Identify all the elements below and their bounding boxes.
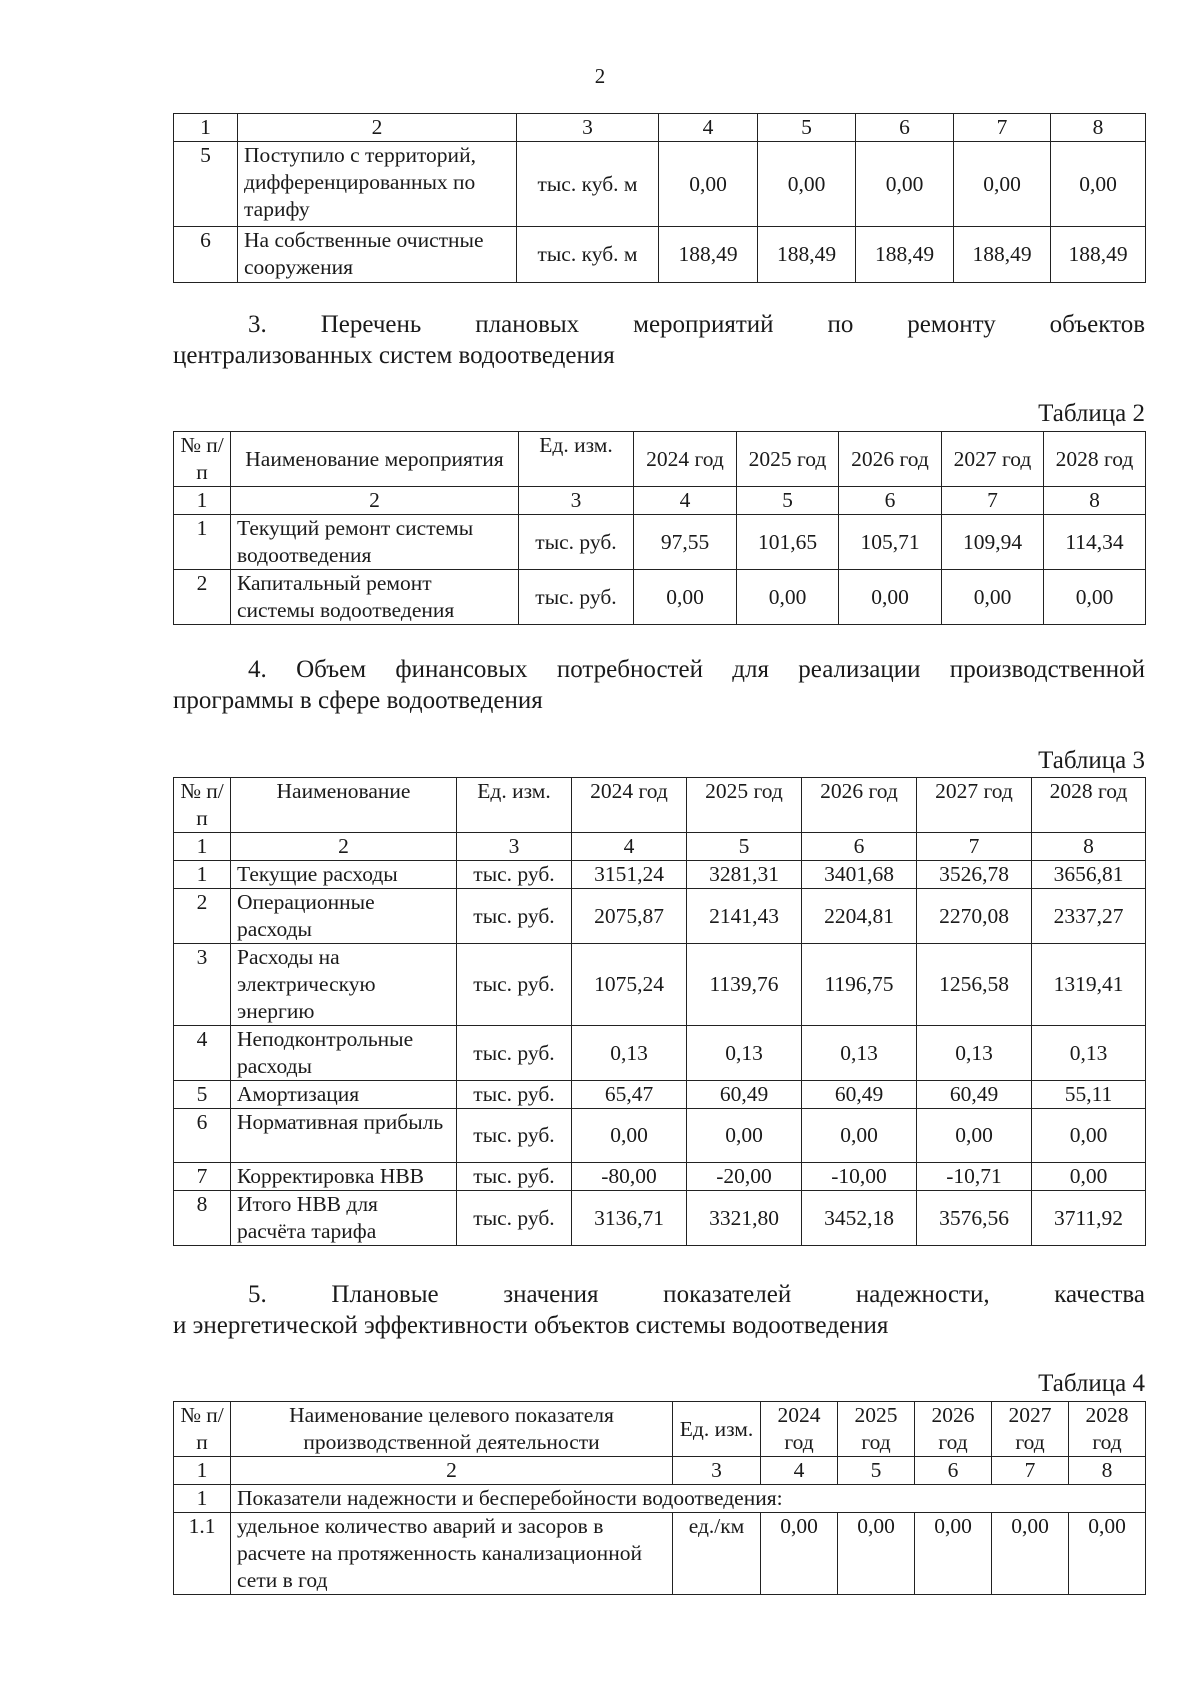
table-cell: 4	[572, 833, 687, 861]
value-cell: 0,00	[838, 1513, 915, 1595]
value-cell: 0,00	[992, 1513, 1069, 1595]
value-cell: 3452,18	[802, 1191, 917, 1246]
value-cell: 0,13	[917, 1026, 1032, 1081]
page-number: 2	[594, 64, 606, 88]
table-2	[173, 431, 1146, 625]
value-cell: 0,13	[802, 1026, 917, 1081]
value-cell: 0,00	[761, 1513, 838, 1595]
row-name: Итого НВВ для расчёта тарифа	[231, 1191, 457, 1246]
group-title: Показатели надежности и бесперебойности водоотведения:	[231, 1485, 1146, 1513]
table-row	[174, 142, 1146, 227]
table-cell: 2	[231, 487, 519, 515]
table-4-index-row	[174, 1457, 1146, 1485]
table-4	[173, 1401, 1146, 1595]
row-name: Неподконтрольные расходы	[231, 1026, 457, 1081]
header-cell: 2026 год	[839, 432, 942, 487]
header-cell: 2028 год	[1044, 432, 1146, 487]
table-row	[174, 1081, 1146, 1109]
row-number: 2	[174, 570, 231, 625]
value-cell: 0,00	[1051, 142, 1146, 227]
value-cell: 2204,81	[802, 889, 917, 944]
value-cell: 188,49	[1051, 227, 1146, 283]
value-cell: 1196,75	[802, 944, 917, 1026]
value-cell: 65,47	[572, 1081, 687, 1109]
table-cell: 2	[238, 114, 517, 142]
value-cell: 60,49	[687, 1081, 802, 1109]
table-row	[174, 1163, 1146, 1191]
row-name: Поступило с территорий, дифференцированных по тарифу	[238, 142, 517, 227]
table-4-header-row	[174, 1402, 1146, 1457]
row-name: Нормативная прибыль	[231, 1109, 457, 1163]
group-number: 1	[174, 1485, 231, 1513]
table-cell: 5	[737, 487, 839, 515]
value-cell: 2141,43	[687, 889, 802, 944]
value-cell: 105,71	[839, 515, 942, 570]
row-unit: ед./км	[673, 1513, 761, 1595]
value-cell: 60,49	[917, 1081, 1032, 1109]
row-unit: тыс. куб. м	[517, 142, 659, 227]
table-cell: 8	[1051, 114, 1146, 142]
value-cell: 1075,24	[572, 944, 687, 1026]
header-cell: 2027 год	[942, 432, 1044, 487]
table-cell: 6	[915, 1457, 992, 1485]
row-unit: тыс. руб.	[457, 1026, 572, 1081]
table-cell: 6	[856, 114, 954, 142]
header-cell: Ед. изм.	[519, 432, 634, 487]
value-cell: 3136,71	[572, 1191, 687, 1246]
value-cell: 2337,27	[1032, 889, 1146, 944]
row-unit: тыс. руб.	[457, 889, 572, 944]
table-cell: 3	[673, 1457, 761, 1485]
table-cell: 4	[659, 114, 758, 142]
row-unit: тыс. руб.	[457, 1109, 572, 1163]
value-cell: 0,13	[687, 1026, 802, 1081]
table-4-group-row	[174, 1485, 1146, 1513]
value-cell: 0,00	[954, 142, 1051, 227]
value-cell: 60,49	[802, 1081, 917, 1109]
value-cell: 1319,41	[1032, 944, 1146, 1026]
value-cell: 0,00	[1032, 1109, 1146, 1163]
row-name: Операционные расходы	[231, 889, 457, 944]
table-row	[174, 570, 1146, 625]
value-cell: 3711,92	[1032, 1191, 1146, 1246]
value-cell: 109,94	[942, 515, 1044, 570]
row-number: 2	[174, 889, 231, 944]
header-cell: 2027 год	[992, 1402, 1069, 1457]
value-cell: 101,65	[737, 515, 839, 570]
table-row	[174, 1026, 1146, 1081]
table-cell: 5	[838, 1457, 915, 1485]
section-4-line-2: программы в сфере водоотведения	[173, 687, 543, 714]
table-cell: 1	[174, 1457, 231, 1485]
table-1	[173, 113, 1146, 283]
value-cell: 1256,58	[917, 944, 1032, 1026]
value-cell: 3576,56	[917, 1191, 1032, 1246]
value-cell: 0,00	[758, 142, 856, 227]
table-1-index-row	[174, 114, 1146, 142]
section-5-heading	[173, 1279, 1145, 1341]
table-cell: 1	[174, 487, 231, 515]
value-cell: -10,71	[917, 1163, 1032, 1191]
row-unit: тыс. руб.	[457, 1191, 572, 1246]
row-unit: тыс. руб.	[457, 1163, 572, 1191]
table-cell: 3	[517, 114, 659, 142]
table-row	[174, 861, 1146, 889]
value-cell: 114,34	[1044, 515, 1146, 570]
header-cell: № п/п	[174, 432, 231, 487]
row-name: Расходы на электрическую энергию	[231, 944, 457, 1026]
value-cell: -10,00	[802, 1163, 917, 1191]
table-row	[174, 944, 1146, 1026]
section-3-line-2: централизованных систем водоотведения	[173, 342, 615, 369]
value-cell: 97,55	[634, 515, 737, 570]
row-unit: тыс. руб.	[519, 570, 634, 625]
row-unit: тыс. руб.	[457, 861, 572, 889]
header-cell: Наименование	[231, 778, 457, 833]
table-cell: 7	[992, 1457, 1069, 1485]
row-name: удельное количество аварий и засоров в расчете на протяженность канализационной сети в год	[231, 1513, 673, 1595]
value-cell: 188,49	[954, 227, 1051, 283]
header-cell: 2027 год	[917, 778, 1032, 833]
value-cell: 2270,08	[917, 889, 1032, 944]
row-name: Амортизация	[231, 1081, 457, 1109]
header-cell: Наименование мероприятия	[231, 432, 519, 487]
row-number: 4	[174, 1026, 231, 1081]
value-cell: -20,00	[687, 1163, 802, 1191]
row-number: 7	[174, 1163, 231, 1191]
header-cell: № п/п	[174, 778, 231, 833]
value-cell: 0,00	[572, 1109, 687, 1163]
row-name: Текущий ремонт системы водоотведения	[231, 515, 519, 570]
table-3-header-row	[174, 778, 1146, 833]
table-row	[174, 1109, 1146, 1163]
header-cell: 2024 год	[761, 1402, 838, 1457]
table-cell: 7	[917, 833, 1032, 861]
header-cell: Ед. изм.	[673, 1402, 761, 1457]
value-cell: 0,00	[1069, 1513, 1146, 1595]
header-cell: Наименование целевого показателя производственной деятельности	[231, 1402, 673, 1457]
row-unit: тыс. куб. м	[517, 227, 659, 283]
header-cell: 2025 год	[737, 432, 839, 487]
table-cell: 5	[687, 833, 802, 861]
table-cell: 7	[954, 114, 1051, 142]
header-cell: 2025 год	[687, 778, 802, 833]
section-3-line-1: 3. Перечень плановых мероприятий по ремонту объектов	[248, 311, 1145, 338]
value-cell: 3321,80	[687, 1191, 802, 1246]
table-row	[174, 1513, 1146, 1595]
section-4-heading	[173, 654, 1145, 716]
table-2-index-row	[174, 487, 1146, 515]
value-cell: 0,00	[687, 1109, 802, 1163]
value-cell: 2075,87	[572, 889, 687, 944]
row-number: 1	[174, 861, 231, 889]
value-cell: 188,49	[758, 227, 856, 283]
header-cell: № п/п	[174, 1402, 231, 1457]
value-cell: 0,00	[659, 142, 758, 227]
value-cell: 3656,81	[1032, 861, 1146, 889]
value-cell: 3526,78	[917, 861, 1032, 889]
row-number: 1.1	[174, 1513, 231, 1595]
row-unit: тыс. руб.	[457, 944, 572, 1026]
value-cell: -80,00	[572, 1163, 687, 1191]
table-2-header-row	[174, 432, 1146, 487]
table-2-caption: Таблица 2	[1038, 400, 1145, 427]
row-name: Капитальный ремонт системы водоотведения	[231, 570, 519, 625]
table-cell: 3	[457, 833, 572, 861]
row-number: 3	[174, 944, 231, 1026]
value-cell: 0,00	[856, 142, 954, 227]
table-cell: 2	[231, 1457, 673, 1485]
table-3-index-row	[174, 833, 1146, 861]
header-cell: 2026 год	[915, 1402, 992, 1457]
value-cell: 0,00	[634, 570, 737, 625]
row-number: 5	[174, 142, 238, 227]
section-4-line-1: 4. Объем финансовых потребностей для реализации производственной	[248, 656, 1145, 683]
value-cell: 0,00	[839, 570, 942, 625]
value-cell: 0,00	[917, 1109, 1032, 1163]
value-cell: 0,00	[802, 1109, 917, 1163]
header-cell: 2026 год	[802, 778, 917, 833]
value-cell: 0,00	[737, 570, 839, 625]
row-unit: тыс. руб.	[457, 1081, 572, 1109]
value-cell: 0,00	[942, 570, 1044, 625]
value-cell: 55,11	[1032, 1081, 1146, 1109]
table-cell: 4	[634, 487, 737, 515]
table-cell: 1	[174, 833, 231, 861]
table-cell: 3	[519, 487, 634, 515]
row-name: Текущие расходы	[231, 861, 457, 889]
table-cell: 8	[1032, 833, 1146, 861]
value-cell: 0,13	[572, 1026, 687, 1081]
section-5-line-2: и энергетической эффективности объектов системы водоотведения	[173, 1312, 889, 1339]
value-cell: 0,00	[915, 1513, 992, 1595]
row-name: Корректировка НВВ	[231, 1163, 457, 1191]
section-3-heading	[173, 309, 1145, 371]
row-number: 1	[174, 515, 231, 570]
table-cell: 7	[942, 487, 1044, 515]
header-cell: 2024 год	[634, 432, 737, 487]
table-3	[173, 777, 1146, 1246]
section-5-line-1: 5. Плановые значения показателей надежности, качества	[248, 1281, 1145, 1308]
value-cell: 0,00	[1032, 1163, 1146, 1191]
table-cell: 6	[802, 833, 917, 861]
table-cell: 5	[758, 114, 856, 142]
row-unit: тыс. руб.	[519, 515, 634, 570]
value-cell: 0,00	[1044, 570, 1146, 625]
row-number: 6	[174, 1109, 231, 1163]
table-4-caption: Таблица 4	[1038, 1370, 1145, 1397]
value-cell: 0,13	[1032, 1026, 1146, 1081]
row-number: 6	[174, 227, 238, 283]
value-cell: 3151,24	[572, 861, 687, 889]
table-cell: 1	[174, 114, 238, 142]
header-cell: 2025 год	[838, 1402, 915, 1457]
value-cell: 188,49	[856, 227, 954, 283]
table-cell: 8	[1044, 487, 1146, 515]
row-number: 8	[174, 1191, 231, 1246]
value-cell: 3281,31	[687, 861, 802, 889]
table-cell: 2	[231, 833, 457, 861]
table-row	[174, 227, 1146, 283]
header-cell: 2028 год	[1069, 1402, 1146, 1457]
header-cell: 2024 год	[572, 778, 687, 833]
value-cell: 3401,68	[802, 861, 917, 889]
table-cell: 6	[839, 487, 942, 515]
table-row	[174, 889, 1146, 944]
row-name: На собственные очистные сооружения	[238, 227, 517, 283]
table-3-caption: Таблица 3	[1038, 747, 1145, 774]
value-cell: 1139,76	[687, 944, 802, 1026]
table-row	[174, 515, 1146, 570]
table-row	[174, 1191, 1146, 1246]
header-cell: Ед. изм.	[457, 778, 572, 833]
row-number: 5	[174, 1081, 231, 1109]
table-cell: 4	[761, 1457, 838, 1485]
value-cell: 188,49	[659, 227, 758, 283]
table-cell: 8	[1069, 1457, 1146, 1485]
header-cell: 2028 год	[1032, 778, 1146, 833]
